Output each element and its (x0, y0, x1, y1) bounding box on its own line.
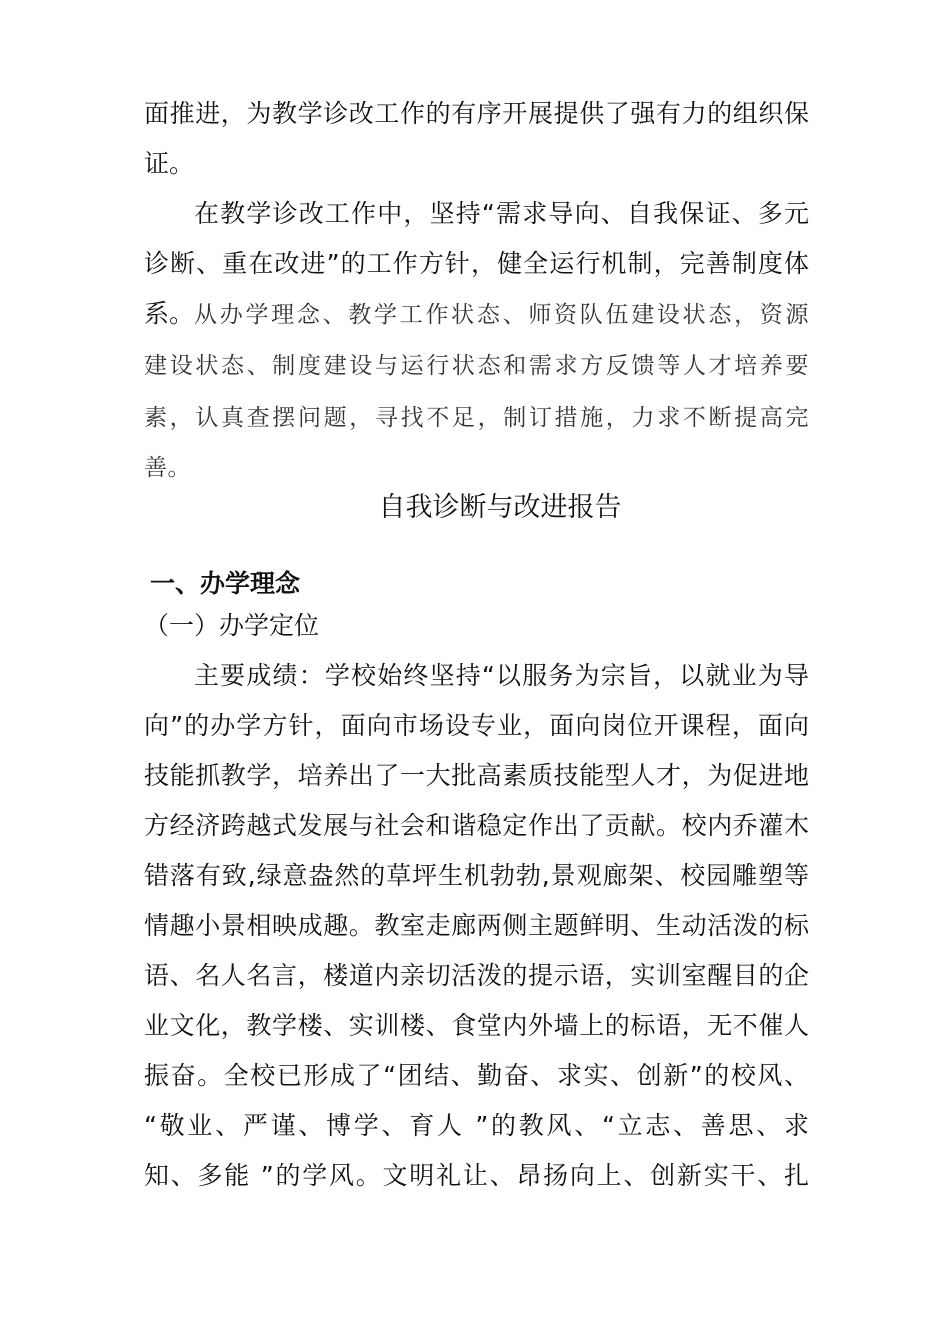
body-line-10: “敬业、严谨、博学、育人 ”的教风、“立志、善思、求 (144, 1111, 809, 1140)
body-line-3: 技能抓教学，培养出了一大批高素质技能型人才，为促进地 (144, 761, 809, 790)
body-line-7: 语、名人名言，楼道内亲切活泼的提示语，实训室醒目的企 (144, 961, 809, 990)
intro-serif-line-1: 从办学理念、教学工作状态、师资队伍建设状态，资源 (194, 302, 809, 328)
intro-line-5 (144, 294, 809, 334)
intro-line-2: 证。 (144, 149, 195, 178)
body-line-2: 向”的办学方针，面向市场设专业，面向岗位开课程，面向 (144, 711, 809, 740)
body-line-1: 主要成绩：学校始终坚持“以服务为宗旨，以就业为导 (194, 661, 809, 690)
body-line-5: 错落有致,绿意盎然的草坪生机勃勃,景观廊架、校园雕塑等 (144, 861, 809, 890)
body-line-8: 业文化，教学楼、实训楼、食堂内外墙上的标语，无不催人 (144, 1011, 809, 1040)
report-title: 自我诊断与改进报告 (378, 492, 622, 523)
subsection-heading: （一）办学定位 (144, 611, 320, 640)
intro-serif-line-2: 建设状态、制度建设与运行状态和需求方反馈等人才培养要 (144, 353, 809, 379)
intro-serif-line-4: 善。 (144, 455, 191, 481)
body-line-6: 情趣小景相映成趣。教室走廊两侧主题鲜明、生动活泼的标 (144, 911, 809, 940)
intro-serif-line-3: 素，认真查摆问题，寻找不足，制订措施，力求不断提高完 (144, 405, 809, 431)
intro-line-3: 在教学诊改工作中，坚持“需求导向、自我保证、多元 (194, 199, 809, 228)
body-line-4: 方经济跨越式发展与社会和谐稳定作出了贡献。校内乔灌木 (144, 811, 809, 840)
body-line-9: 振奋。全校已形成了“团结、勤奋、求实、创新”的校风、 (144, 1061, 809, 1090)
intro-line-5-start: 系。 (144, 299, 195, 328)
intro-line-1: 面推进，为教学诊改工作的有序开展提供了强有力的组织保 (144, 99, 809, 128)
body-line-11: 知、多能 ”的学风。文明礼让、昂扬向上、创新实干、扎 (144, 1161, 809, 1190)
section-heading: 一、办学理念 (150, 569, 301, 598)
intro-line-4: 诊断、重在改进”的工作方针，健全运行机制，完善制度体 (144, 249, 809, 278)
